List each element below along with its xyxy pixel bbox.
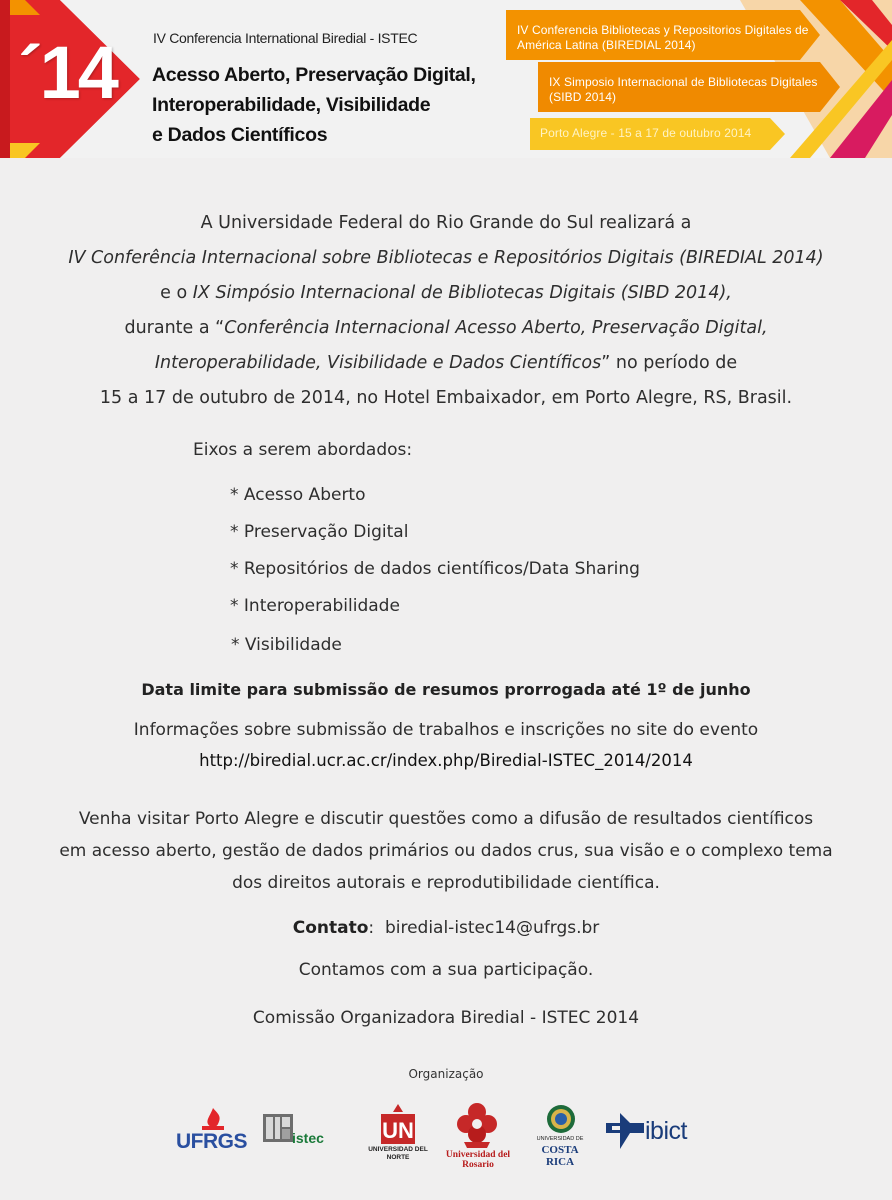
conference-theme: Conferência Internacional Acesso Aberto, Preservação Digital, xyxy=(224,318,768,338)
ucr-logo-name: COSTA RICA xyxy=(541,1144,579,1168)
header-banner xyxy=(0,0,892,158)
axes-heading: Eixos a serem abordados: xyxy=(193,440,413,460)
submission-info: Informações sobre submissão de trabalhos e inscrições no site do evento xyxy=(133,720,759,740)
intro-text: durante a “ xyxy=(124,318,225,338)
contact-email-link[interactable]: biredial-istec14@ufrgs.br xyxy=(384,918,600,938)
ufrgs-flame-icon xyxy=(198,1106,228,1132)
title-line: e Dados Científicos xyxy=(152,124,328,146)
axis-item: * Interoperabilidade xyxy=(230,596,400,616)
title-line: Interoperabilidade, Visibilidade xyxy=(152,94,431,116)
axis-item: * Visibilidade xyxy=(231,635,342,655)
banner-left-graphic xyxy=(0,0,150,158)
contact-label: Contato xyxy=(292,918,369,938)
event-ribbon-biredial: IV Conferencia Bibliotecas y Repositorios Digitales de América Latina (BIREDIAL 2014) xyxy=(517,23,809,52)
istec-logo: istec xyxy=(292,1130,324,1146)
committee-signature: Comissão Organizadora Biredial - ISTEC 2014 xyxy=(252,1008,640,1028)
axis-item: * Repositórios de dados científicos/Data Sharing xyxy=(230,559,640,579)
year-mark: ´14 xyxy=(18,31,116,114)
title-line: Acesso Aberto, Preservação Digital, xyxy=(152,64,476,86)
deadline-notice: Data limite para submissão de resumos prorrogada até 1º de junho xyxy=(141,680,751,699)
intro-line: A Universidade Federal do Rio Grande do Sul realizará a xyxy=(200,213,692,233)
event-ribbon-date: Porto Alegre - 15 a 17 de outubro 2014 xyxy=(540,126,752,140)
organization-label: Organização xyxy=(408,1067,484,1081)
invite-line: em acesso aberto, gestão de dados primários ou dados crus, sua visão e o complexo tema xyxy=(59,841,833,861)
istec-map-icon xyxy=(263,1114,293,1142)
conference-theme: Interoperabilidade, Visibilidade e Dados Científicos xyxy=(154,353,602,373)
symposium-name: IX Simpósio Internacional de Bibliotecas Digitais (SIBD 2014), xyxy=(192,283,732,303)
axis-item: * Acesso Aberto xyxy=(230,485,366,505)
intro-line: 15 a 17 de outubro de 2014, no Hotel Embaixador, em Porto Alegre, RS, Brasil. xyxy=(99,388,793,408)
intro-text: e o xyxy=(160,283,193,303)
un-shield-icon xyxy=(375,1104,421,1146)
contact-separator: : xyxy=(368,918,385,938)
intro-line xyxy=(0,311,892,346)
ufrgs-logo: UFRGS xyxy=(176,1130,247,1153)
rosario-crest-icon xyxy=(454,1100,500,1150)
un-initials: UN xyxy=(382,1118,414,1143)
conference-name: IV Conferência Internacional sobre Bibliotecas e Repositórios Digitais (BIREDIAL 2014) xyxy=(68,248,824,268)
intro-paragraph xyxy=(0,206,892,416)
intro-line xyxy=(0,276,892,311)
intro-line xyxy=(0,346,892,381)
conference-supertitle: IV Conferencia International Biredial - ISTEC xyxy=(153,30,418,46)
ucr-logo-small: UNIVERSIDAD DE xyxy=(536,1136,584,1142)
intro-text: ” no período de xyxy=(601,353,738,373)
un-logo-name: UNIVERSIDAD DEL NORTE xyxy=(368,1146,428,1161)
event-ribbon-sibd: IX Simposio Internacional de Bibliotecas Digitales (SIBD 2014) xyxy=(549,75,818,104)
ibict-emblem-icon xyxy=(606,1113,644,1149)
ucr-seal-icon xyxy=(546,1104,576,1134)
contact-line xyxy=(0,918,892,938)
ibict-logo: ibict xyxy=(645,1117,687,1145)
event-url-link[interactable]: http://biredial.ucr.ac.cr/index.php/Biredial-ISTEC_2014/2014 xyxy=(199,751,693,770)
axis-item: * Preservação Digital xyxy=(230,522,409,542)
closing-line: Contamos com a sua participação. xyxy=(298,960,594,980)
banner-right-graphic xyxy=(500,0,892,158)
rosario-logo: Universidad del Rosario xyxy=(445,1150,511,1170)
invite-line: dos direitos autorais e reprodutibilidade científica. xyxy=(232,873,660,893)
intro-line xyxy=(0,241,892,276)
invite-line: Venha visitar Porto Alegre e discutir questões como a difusão de resultados científicos xyxy=(78,809,814,829)
invitation-paragraph xyxy=(0,803,892,899)
conference-title xyxy=(152,60,502,150)
